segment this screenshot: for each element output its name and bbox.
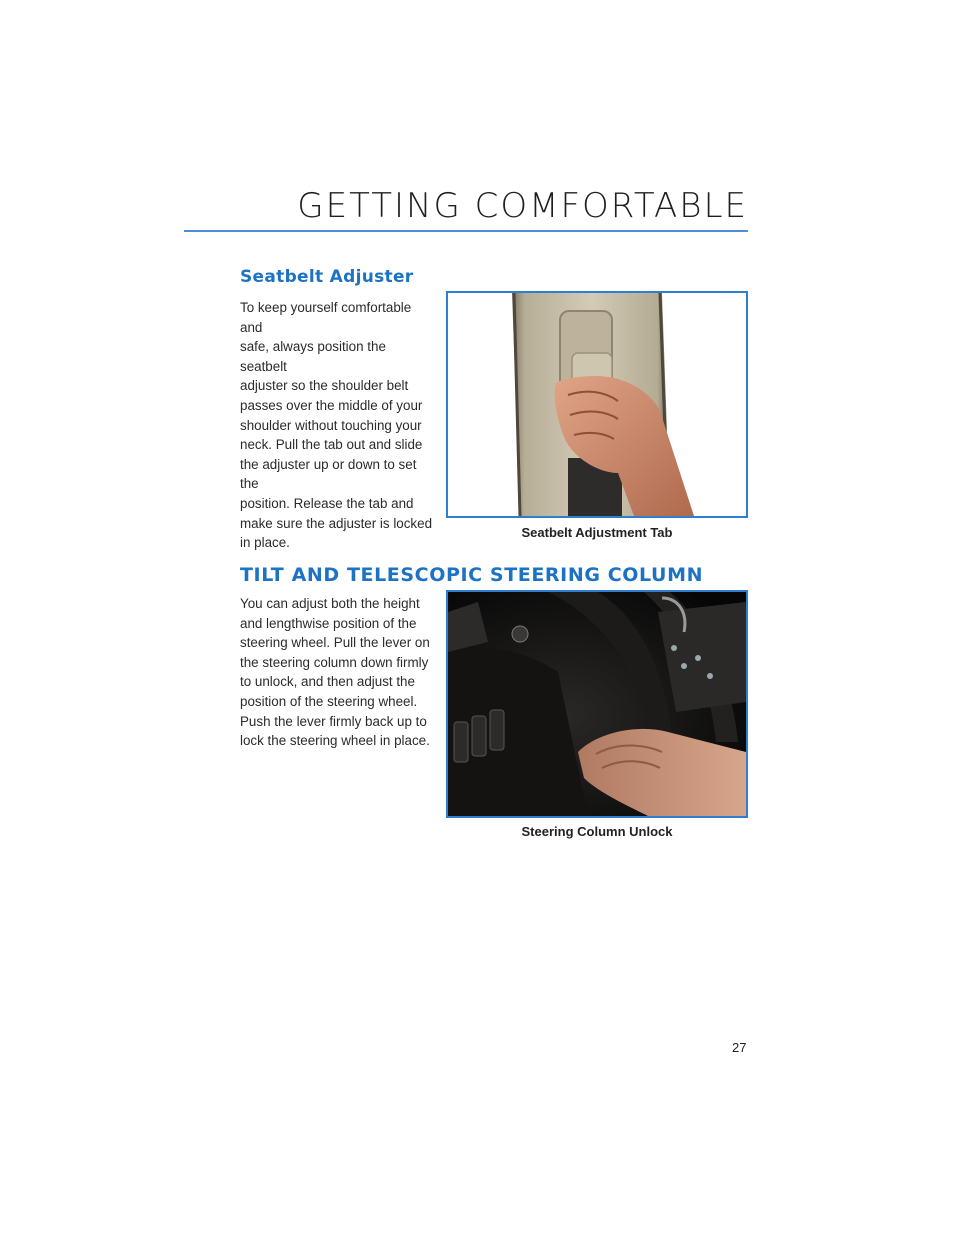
text-line: position. Release the tab and (240, 495, 414, 511)
seatbelt-photo-caption: Seatbelt Adjustment Tab (521, 525, 673, 540)
page-header-title: GETTING COMFORTABLE (297, 186, 748, 226)
header-rule (184, 230, 748, 232)
text-line: to unlock, and then adjust the (240, 674, 415, 690)
text-line: Push the lever firmly back up to (240, 713, 427, 729)
text-line: lock the steering wheel in place. (240, 733, 430, 749)
text-line: To keep yourself comfortable and (240, 300, 412, 335)
steering-heading: TILT AND TELESCOPIC STEERING COLUMN (240, 564, 704, 586)
seatbelt-body-text (240, 298, 436, 553)
text-line: and lengthwise position of the (240, 615, 417, 631)
text-line: neck. Pull the tab out and slide (240, 437, 423, 453)
text-line: the adjuster up or down to set the (240, 456, 417, 492)
text-line: You can adjust both the height (240, 596, 420, 611)
steering-column-photo (446, 590, 748, 818)
page-number: 27 (732, 1040, 747, 1055)
text-line: the steering column down firmly (240, 654, 429, 670)
steering-photo-caption: Steering Column Unlock (521, 824, 673, 839)
text-line: steering wheel. Pull the lever on (240, 635, 430, 651)
text-line: in place. (240, 535, 290, 551)
steering-body-text (240, 594, 436, 751)
text-line: adjuster so the shoulder belt (240, 378, 409, 394)
text-line: passes over the middle of your (240, 397, 423, 413)
seatbelt-adjuster-photo (446, 291, 748, 518)
text-line: make sure the adjuster is locked (240, 515, 433, 531)
seatbelt-heading: Seatbelt Adjuster (240, 267, 414, 287)
text-line: position of the steering wheel. (240, 693, 418, 709)
text-line: safe, always position the seatbelt (240, 339, 386, 374)
text-line: shoulder without touching your (240, 417, 422, 433)
